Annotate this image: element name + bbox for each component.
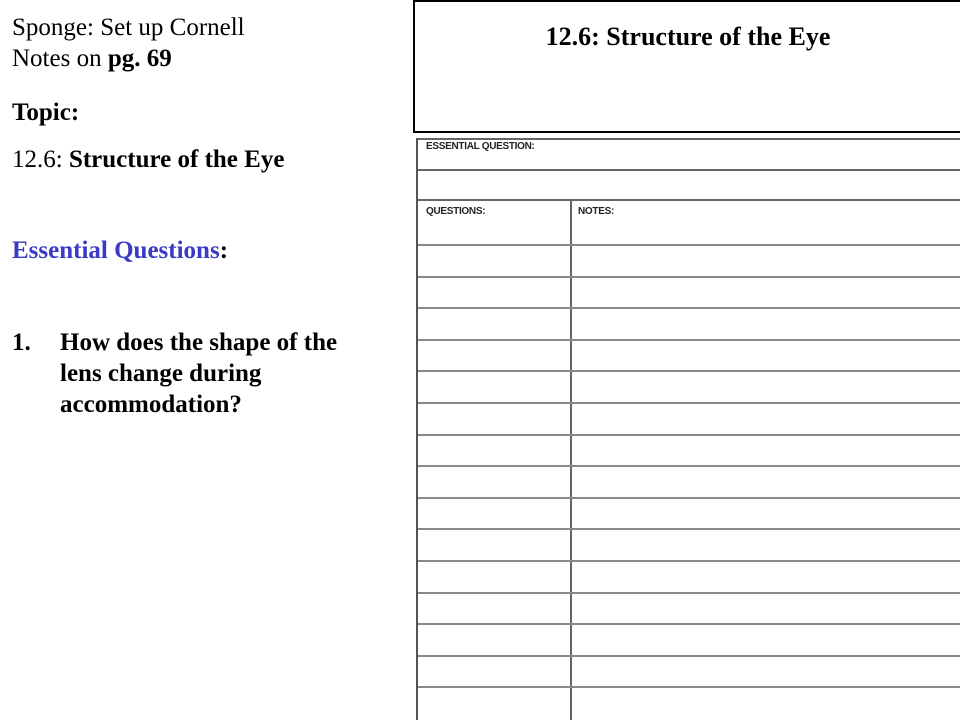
essential-question-number: 1.	[12, 329, 31, 356]
ruled-line	[418, 528, 960, 530]
notes-title-box	[413, 0, 960, 133]
form-rule	[418, 169, 960, 171]
ruled-line	[418, 465, 960, 467]
ruled-line	[418, 686, 960, 688]
ruled-line	[418, 339, 960, 341]
ruled-line	[418, 434, 960, 436]
topic-number: 12.6:	[12, 146, 69, 173]
essential-questions-colon: :	[219, 237, 229, 264]
sponge-line-2-prefix: Notes on	[12, 45, 108, 72]
topic-label: Topic:	[12, 99, 80, 126]
form-header-rule	[418, 199, 960, 201]
ruled-line	[418, 307, 960, 309]
sponge-instruction	[12, 12, 245, 74]
ruled-line	[418, 655, 960, 657]
ruled-line	[418, 592, 960, 594]
ruled-line	[418, 244, 960, 246]
sponge-line-2	[12, 43, 245, 74]
topic-title: Structure of the Eye	[68, 146, 285, 173]
essential-question-text: How does the shape of the lens change during accommodation?	[60, 329, 338, 418]
notes-title: 12.6: Structure of the Eye	[545, 22, 831, 51]
essential-questions-label: Essential Questions	[12, 237, 220, 264]
sponge-line-1: Sponge: Set up Cornell	[12, 14, 245, 41]
essential-questions-heading	[12, 235, 228, 266]
notes-column-label: NOTES:	[578, 206, 614, 217]
cornell-notes-form	[416, 138, 960, 720]
essential-question-form-label: ESSENTIAL QUESTION:	[426, 141, 535, 152]
ruled-line	[418, 560, 960, 562]
topic-value	[12, 144, 284, 175]
questions-column-label: QUESTIONS:	[426, 206, 486, 217]
ruled-line	[418, 276, 960, 278]
form-top-rule	[418, 138, 960, 140]
ruled-line	[418, 497, 960, 499]
ruled-line	[418, 402, 960, 404]
ruled-line	[418, 623, 960, 625]
ruled-line	[418, 370, 960, 372]
sponge-page-number: pg. 69	[107, 45, 172, 72]
